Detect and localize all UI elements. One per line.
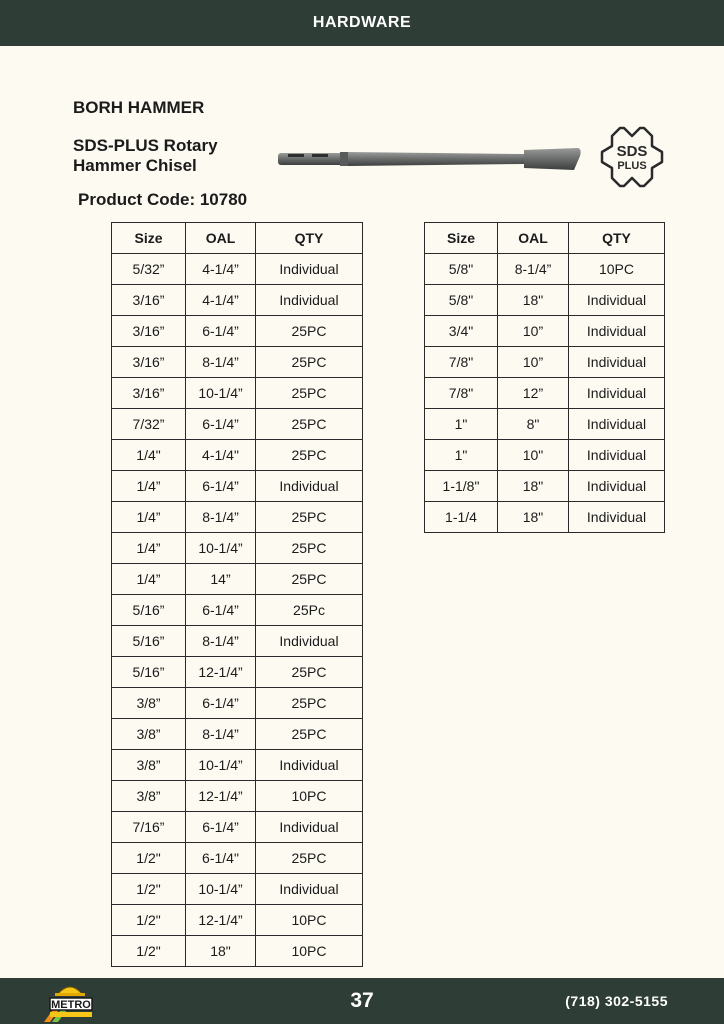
table-row (112, 502, 363, 533)
oal-cell: 6-1/4” (186, 409, 256, 440)
table-header-row (112, 223, 363, 254)
table-row (112, 905, 363, 936)
oal-cell: 14” (186, 564, 256, 595)
table-row (112, 812, 363, 843)
table-row (112, 409, 363, 440)
table-row (112, 874, 363, 905)
size-cell: 5/32” (112, 254, 186, 285)
qty-cell: 25PC (256, 409, 363, 440)
oal-cell: 8-1/4” (186, 347, 256, 378)
product-subtitle-line1: SDS-PLUS Rotary (73, 136, 218, 155)
qty-cell: 25PC (256, 502, 363, 533)
qty-cell: 25PC (256, 564, 363, 595)
table-row (112, 595, 363, 626)
oal-cell: 8" (498, 409, 569, 440)
qty-cell: 25PC (256, 440, 363, 471)
table-row (112, 719, 363, 750)
table-header-row (425, 223, 665, 254)
qty-cell: Individual (569, 347, 665, 378)
qty-cell: Individual (256, 254, 363, 285)
size-cell: 3/4" (425, 316, 498, 347)
qty-cell: Individual (256, 471, 363, 502)
oal-cell: 18" (186, 936, 256, 967)
oal-cell: 18" (498, 502, 569, 533)
size-cell: 3/8” (112, 688, 186, 719)
oal-cell: 4-1/4” (186, 285, 256, 316)
qty-cell: Individual (569, 409, 665, 440)
oal-cell: 8-1/4” (186, 626, 256, 657)
column-header-qty: QTY (569, 223, 665, 254)
oal-cell: 8-1/4” (186, 502, 256, 533)
qty-cell: Individual (256, 874, 363, 905)
table-row (425, 440, 665, 471)
oal-cell: 6-1/4" (186, 843, 256, 874)
size-cell: 1/4" (112, 440, 186, 471)
oal-cell: 12” (498, 378, 569, 409)
size-cell: 1/4” (112, 564, 186, 595)
size-cell: 1-1/8" (425, 471, 498, 502)
size-cell: 7/8" (425, 347, 498, 378)
table-row (112, 843, 363, 874)
qty-cell: Individual (569, 502, 665, 533)
product-subtitle (73, 136, 218, 176)
page-footer (0, 978, 724, 1024)
qty-cell: 25PC (256, 347, 363, 378)
oal-cell: 10” (498, 316, 569, 347)
column-header-size: Size (425, 223, 498, 254)
table-row (425, 347, 665, 378)
page-header (0, 0, 724, 46)
table-row (425, 409, 665, 440)
size-cell: 1/2" (112, 936, 186, 967)
size-cell: 1/2" (112, 905, 186, 936)
column-header-qty: QTY (256, 223, 363, 254)
qty-cell: 25PC (256, 533, 363, 564)
oal-cell: 10-1/4” (186, 533, 256, 564)
oal-cell: 6-1/4” (186, 688, 256, 719)
oal-cell: 6-1/4” (186, 316, 256, 347)
oal-cell: 10" (498, 440, 569, 471)
size-cell: 3/8” (112, 781, 186, 812)
qty-cell: 25PC (256, 378, 363, 409)
badge-line2: PLUS (617, 160, 647, 172)
size-cell: 7/16” (112, 812, 186, 843)
qty-cell: Individual (569, 316, 665, 347)
table-row (425, 285, 665, 316)
table-row (112, 626, 363, 657)
oal-cell: 10-1/4” (186, 378, 256, 409)
size-table-right (424, 222, 665, 533)
qty-cell: Individual (256, 750, 363, 781)
qty-cell: 25PC (256, 843, 363, 874)
qty-cell: Individual (256, 285, 363, 316)
size-cell: 5/8" (425, 254, 498, 285)
table-row (112, 564, 363, 595)
size-cell: 1/2" (112, 874, 186, 905)
qty-cell: 25PC (256, 688, 363, 719)
qty-cell: Individual (256, 812, 363, 843)
sds-plus-badge (598, 124, 666, 190)
product-title: BORH HAMMER (73, 98, 205, 117)
oal-cell: 12-1/4” (186, 657, 256, 688)
oal-cell: 18" (498, 285, 569, 316)
qty-cell: 10PC (256, 781, 363, 812)
table-row (112, 254, 363, 285)
table-row (112, 347, 363, 378)
size-cell: 5/16” (112, 595, 186, 626)
table-row (112, 471, 363, 502)
oal-cell: 10” (498, 347, 569, 378)
logo-text: METRO (51, 999, 91, 1011)
table-row (112, 750, 363, 781)
oal-cell: 8-1/4” (186, 719, 256, 750)
size-cell: 1/4” (112, 471, 186, 502)
table-row (112, 378, 363, 409)
section-title: HARDWARE (312, 14, 412, 31)
size-table-left (111, 222, 363, 967)
table-row (425, 378, 665, 409)
oal-cell: 4-1/4" (186, 440, 256, 471)
size-cell: 1/4” (112, 533, 186, 564)
size-cell: 1-1/4 (425, 502, 498, 533)
qty-cell: 25PC (256, 719, 363, 750)
page-number: 37 (350, 989, 374, 1012)
oal-cell: 10-1/4” (186, 750, 256, 781)
qty-cell: Individual (569, 378, 665, 409)
chisel-image (278, 144, 584, 174)
size-cell: 3/8” (112, 750, 186, 781)
column-header-size: Size (112, 223, 186, 254)
product-subtitle-line2: Hammer Chisel (73, 156, 197, 175)
size-cell: 1/4” (112, 502, 186, 533)
qty-cell: Individual (256, 626, 363, 657)
size-cell: 1" (425, 440, 498, 471)
metro-logo (44, 982, 94, 1022)
size-cell: 3/16” (112, 378, 186, 409)
table-row (112, 440, 363, 471)
size-cell: 7/8" (425, 378, 498, 409)
oal-cell: 6-1/4” (186, 595, 256, 626)
oal-cell: 8-1/4” (498, 254, 569, 285)
table-row (112, 781, 363, 812)
qty-cell: 10PC (256, 936, 363, 967)
size-cell: 3/16” (112, 347, 186, 378)
size-cell: 3/16” (112, 285, 186, 316)
qty-cell: 25Pc (256, 595, 363, 626)
size-cell: 3/16” (112, 316, 186, 347)
table-row (425, 254, 665, 285)
column-header-oal: OAL (498, 223, 569, 254)
size-cell: 3/8” (112, 719, 186, 750)
table-row (425, 471, 665, 502)
oal-cell: 12-1/4” (186, 905, 256, 936)
size-cell: 7/32” (112, 409, 186, 440)
product-code: Product Code: 10780 (78, 190, 248, 209)
size-cell: 1/2" (112, 843, 186, 874)
column-header-oal: OAL (186, 223, 256, 254)
qty-cell: Individual (569, 285, 665, 316)
table-row (425, 502, 665, 533)
table-row (425, 316, 665, 347)
size-cell: 1" (425, 409, 498, 440)
qty-cell: 10PC (256, 905, 363, 936)
qty-cell: Individual (569, 440, 665, 471)
oal-cell: 6-1/4” (186, 471, 256, 502)
badge-line1: SDS (616, 143, 648, 160)
qty-cell: 25PC (256, 657, 363, 688)
qty-cell: 25PC (256, 316, 363, 347)
oal-cell: 12-1/4” (186, 781, 256, 812)
size-cell: 5/8" (425, 285, 498, 316)
qty-cell: Individual (569, 471, 665, 502)
table-row (112, 316, 363, 347)
size-cell: 5/16” (112, 626, 186, 657)
size-cell: 5/16” (112, 657, 186, 688)
table-row (112, 688, 363, 719)
oal-cell: 4-1/4” (186, 254, 256, 285)
oal-cell: 18" (498, 471, 569, 502)
table-row (112, 533, 363, 564)
qty-cell: 10PC (569, 254, 665, 285)
oal-cell: 6-1/4” (186, 812, 256, 843)
table-row (112, 657, 363, 688)
table-row (112, 285, 363, 316)
table-row (112, 936, 363, 967)
oal-cell: 10-1/4” (186, 874, 256, 905)
phone-number: (718) 302-5155 (565, 993, 668, 1009)
